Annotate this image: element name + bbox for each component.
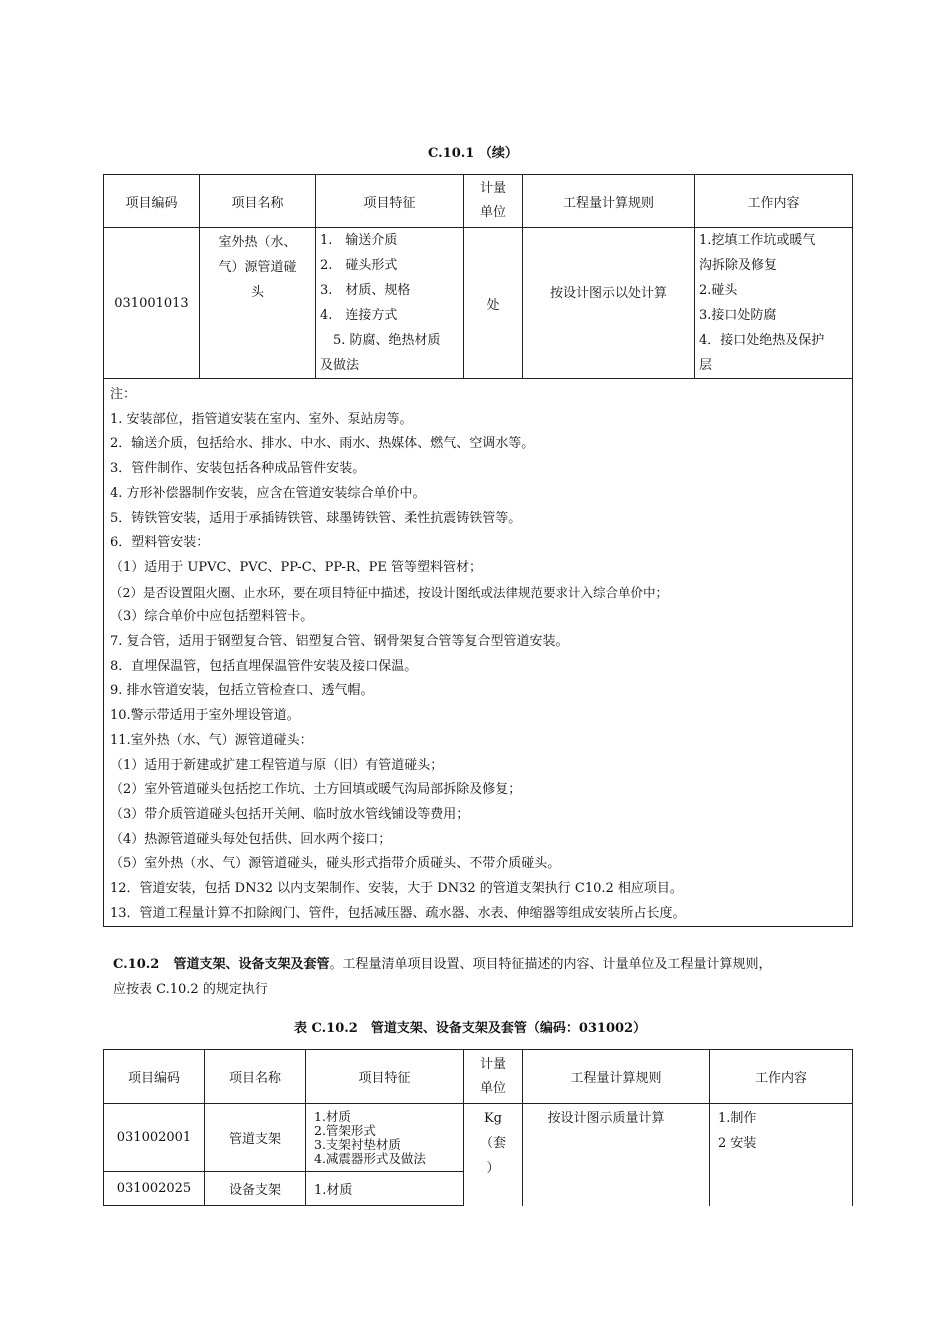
section-paragraph — [113, 952, 853, 1002]
note-line: （5）室外热（水、气）源管道碰头，碰头形式指带介质碰头、不带介质碰头。 — [110, 856, 561, 872]
table1-notes — [104, 379, 853, 927]
feature-item: 2.管架形式 — [314, 1122, 376, 1138]
note-line: 10.警示带适用于室外埋设管道。 — [110, 708, 300, 724]
table2-row — [104, 1104, 853, 1172]
work-item: 层 — [699, 358, 713, 373]
header-rule: 工程量计算规则 — [523, 1050, 710, 1104]
row-work — [710, 1104, 853, 1206]
unit-line: ） — [486, 1161, 500, 1176]
note-line: 8．直埋保温管，包括直埋保温管件安装及接口保温。 — [110, 658, 418, 674]
feature-item: 1.材质 — [314, 1183, 353, 1198]
row-features — [316, 228, 464, 379]
note-line: 9. 排水管道安装，包括立管检查口、透气帽。 — [110, 683, 374, 699]
note-line: （3）综合单价中应包括塑料管卡。 — [110, 609, 314, 625]
row-code: 031002025 — [104, 1172, 205, 1206]
header-code: 项目编码 — [104, 175, 200, 228]
row-name: 管道支架 — [205, 1104, 306, 1172]
header-unit-line2: 单位 — [479, 205, 506, 220]
note-line: 1. 安装部位，指管道安装在室内、室外、泵站房等。 — [110, 411, 413, 427]
work-item: 1.挖填工作坑或暖气 — [699, 233, 816, 248]
feature-item: 3.支架衬垫材质 — [314, 1136, 401, 1152]
work-item: 2.碰头 — [699, 283, 738, 298]
section-number: C.10.2 — [113, 957, 160, 972]
work-item: 2 安装 — [718, 1136, 757, 1151]
row-code: 031002001 — [104, 1104, 205, 1172]
note-line: 5．铸铁管安装，适用于承插铸铁管、球墨铸铁管、柔性抗震铸铁管等。 — [110, 510, 522, 526]
row-rule: 按设计图示以处计算 — [523, 228, 695, 379]
header-name: 项目名称 — [205, 1050, 306, 1104]
note-line: （2）是否设置阻火圈、止水环，要在项目特征中描述，按设计图纸或法律规范要求计入综合单价中； — [110, 584, 668, 600]
feature-item: 1.材质 — [314, 1108, 351, 1124]
header-unit-line1: 计量 — [479, 1056, 506, 1072]
section-line2: 应按表 C.10.2 的规定执行 — [113, 982, 268, 997]
note-line: 注： — [110, 387, 137, 402]
table2-caption: 表 C.10.2 管道支架、设备支架及套管（编码：031002） — [294, 1021, 647, 1036]
section-text: 。工程量清单项目设置、项目特征描述的内容、计量单位及工程量计算规则， — [329, 957, 772, 972]
table1 — [103, 174, 853, 927]
table2-header-row — [104, 1050, 853, 1104]
header-name: 项目名称 — [200, 175, 316, 228]
header-unit — [464, 1050, 523, 1104]
table1-caption: C.10.1 （续） — [428, 146, 518, 161]
note-line: （4）热源管道碰头每处包括供、回水两个接口； — [110, 831, 392, 847]
header-features: 项目特征 — [306, 1050, 464, 1104]
header-unit-line1: 计量 — [479, 181, 506, 196]
feature-item: 1. 输送介质 — [320, 233, 398, 248]
unit-line: Kg — [483, 1111, 503, 1126]
row-unit: 处 — [464, 228, 523, 379]
feature-item: 4.减震器形式及做法 — [314, 1150, 426, 1166]
note-line: （1）适用于新建或扩建工程管道与原（旧）有管道碰头； — [110, 757, 444, 773]
table2 — [103, 1049, 853, 1206]
row-code: 031001013 — [104, 228, 200, 379]
table1-row — [104, 228, 853, 379]
work-item: 4．接口处绝热及保护 — [699, 333, 825, 348]
note-line: （2）室外管道碰头包括挖工作坑、土方回填或暖气沟局部拆除及修复； — [110, 782, 522, 798]
unit-line: （套 — [479, 1136, 506, 1151]
note-line: 4. 方形补偿器制作安装，应含在管道安装综合单价中。 — [110, 485, 426, 501]
feature-item: 4. 连接方式 — [320, 308, 398, 323]
row-name-line: 室外热（水、 — [218, 235, 297, 250]
note-line: 11.室外热（水、气）源管道碰头： — [110, 732, 313, 748]
row-rule: 按设计图示质量计算 — [523, 1104, 710, 1206]
header-unit-line2: 单位 — [479, 1080, 506, 1096]
note-line: （1）适用于 UPVC、PVC、PP-C、PP-R、PE 管等塑料管材； — [110, 559, 482, 575]
note-line: 7. 复合管，适用于钢塑复合管、铝塑复合管、钢骨架复合管等复合型管道安装。 — [110, 634, 569, 650]
note-line: 3．管件制作、安装包括各种成品管件安装。 — [110, 461, 366, 477]
header-work: 工作内容 — [710, 1050, 853, 1104]
header-code: 项目编码 — [104, 1050, 205, 1104]
header-work: 工作内容 — [695, 175, 853, 228]
row-name: 设备支架 — [205, 1172, 306, 1206]
table1-header-row — [104, 175, 853, 228]
section-title: 管道支架、设备支架及套管 — [173, 957, 330, 972]
feature-item: 及做法 — [320, 358, 360, 373]
work-item: 1.制作 — [718, 1111, 757, 1126]
feature-item: 3. 材质、规格 — [320, 283, 411, 298]
work-item: 沟拆除及修复 — [699, 258, 778, 273]
row-name — [200, 228, 316, 379]
table1-notes-row — [104, 379, 853, 927]
row-name-line: 气）源管道碰 — [218, 260, 297, 275]
feature-item: 2. 碰头形式 — [320, 258, 398, 273]
work-item: 3.接口处防腐 — [699, 308, 777, 323]
row-name-line: 头 — [250, 285, 264, 300]
row-unit — [464, 1104, 523, 1206]
header-features: 项目特征 — [316, 175, 464, 228]
header-unit — [464, 175, 523, 228]
row-work — [695, 228, 853, 379]
row-features — [306, 1104, 464, 1172]
note-line: 13．管道工程量计算不扣除阀门、管件，包括减压器、疏水器、水表、伸缩器等组成安装所占长度。 — [110, 905, 686, 921]
header-rule: 工程量计算规则 — [523, 175, 695, 228]
row-features — [306, 1172, 464, 1206]
note-line: （3）带介质管道碰头包括开关闸、临时放水管线铺设等费用； — [110, 806, 470, 822]
feature-item: 5. 防腐、绝热材质 — [320, 333, 441, 348]
note-line: 12．管道安装，包括 DN32 以内支架制作、安装，大于 DN32 的管道支架执行 C10.2 相应项目。 — [110, 881, 683, 897]
section-line1 — [113, 952, 853, 977]
note-line: 6．塑料管安装： — [110, 535, 210, 551]
note-line: 2．输送介质，包括给水、排水、中水、雨水、热媒体、燃气、空调水等。 — [110, 436, 535, 452]
